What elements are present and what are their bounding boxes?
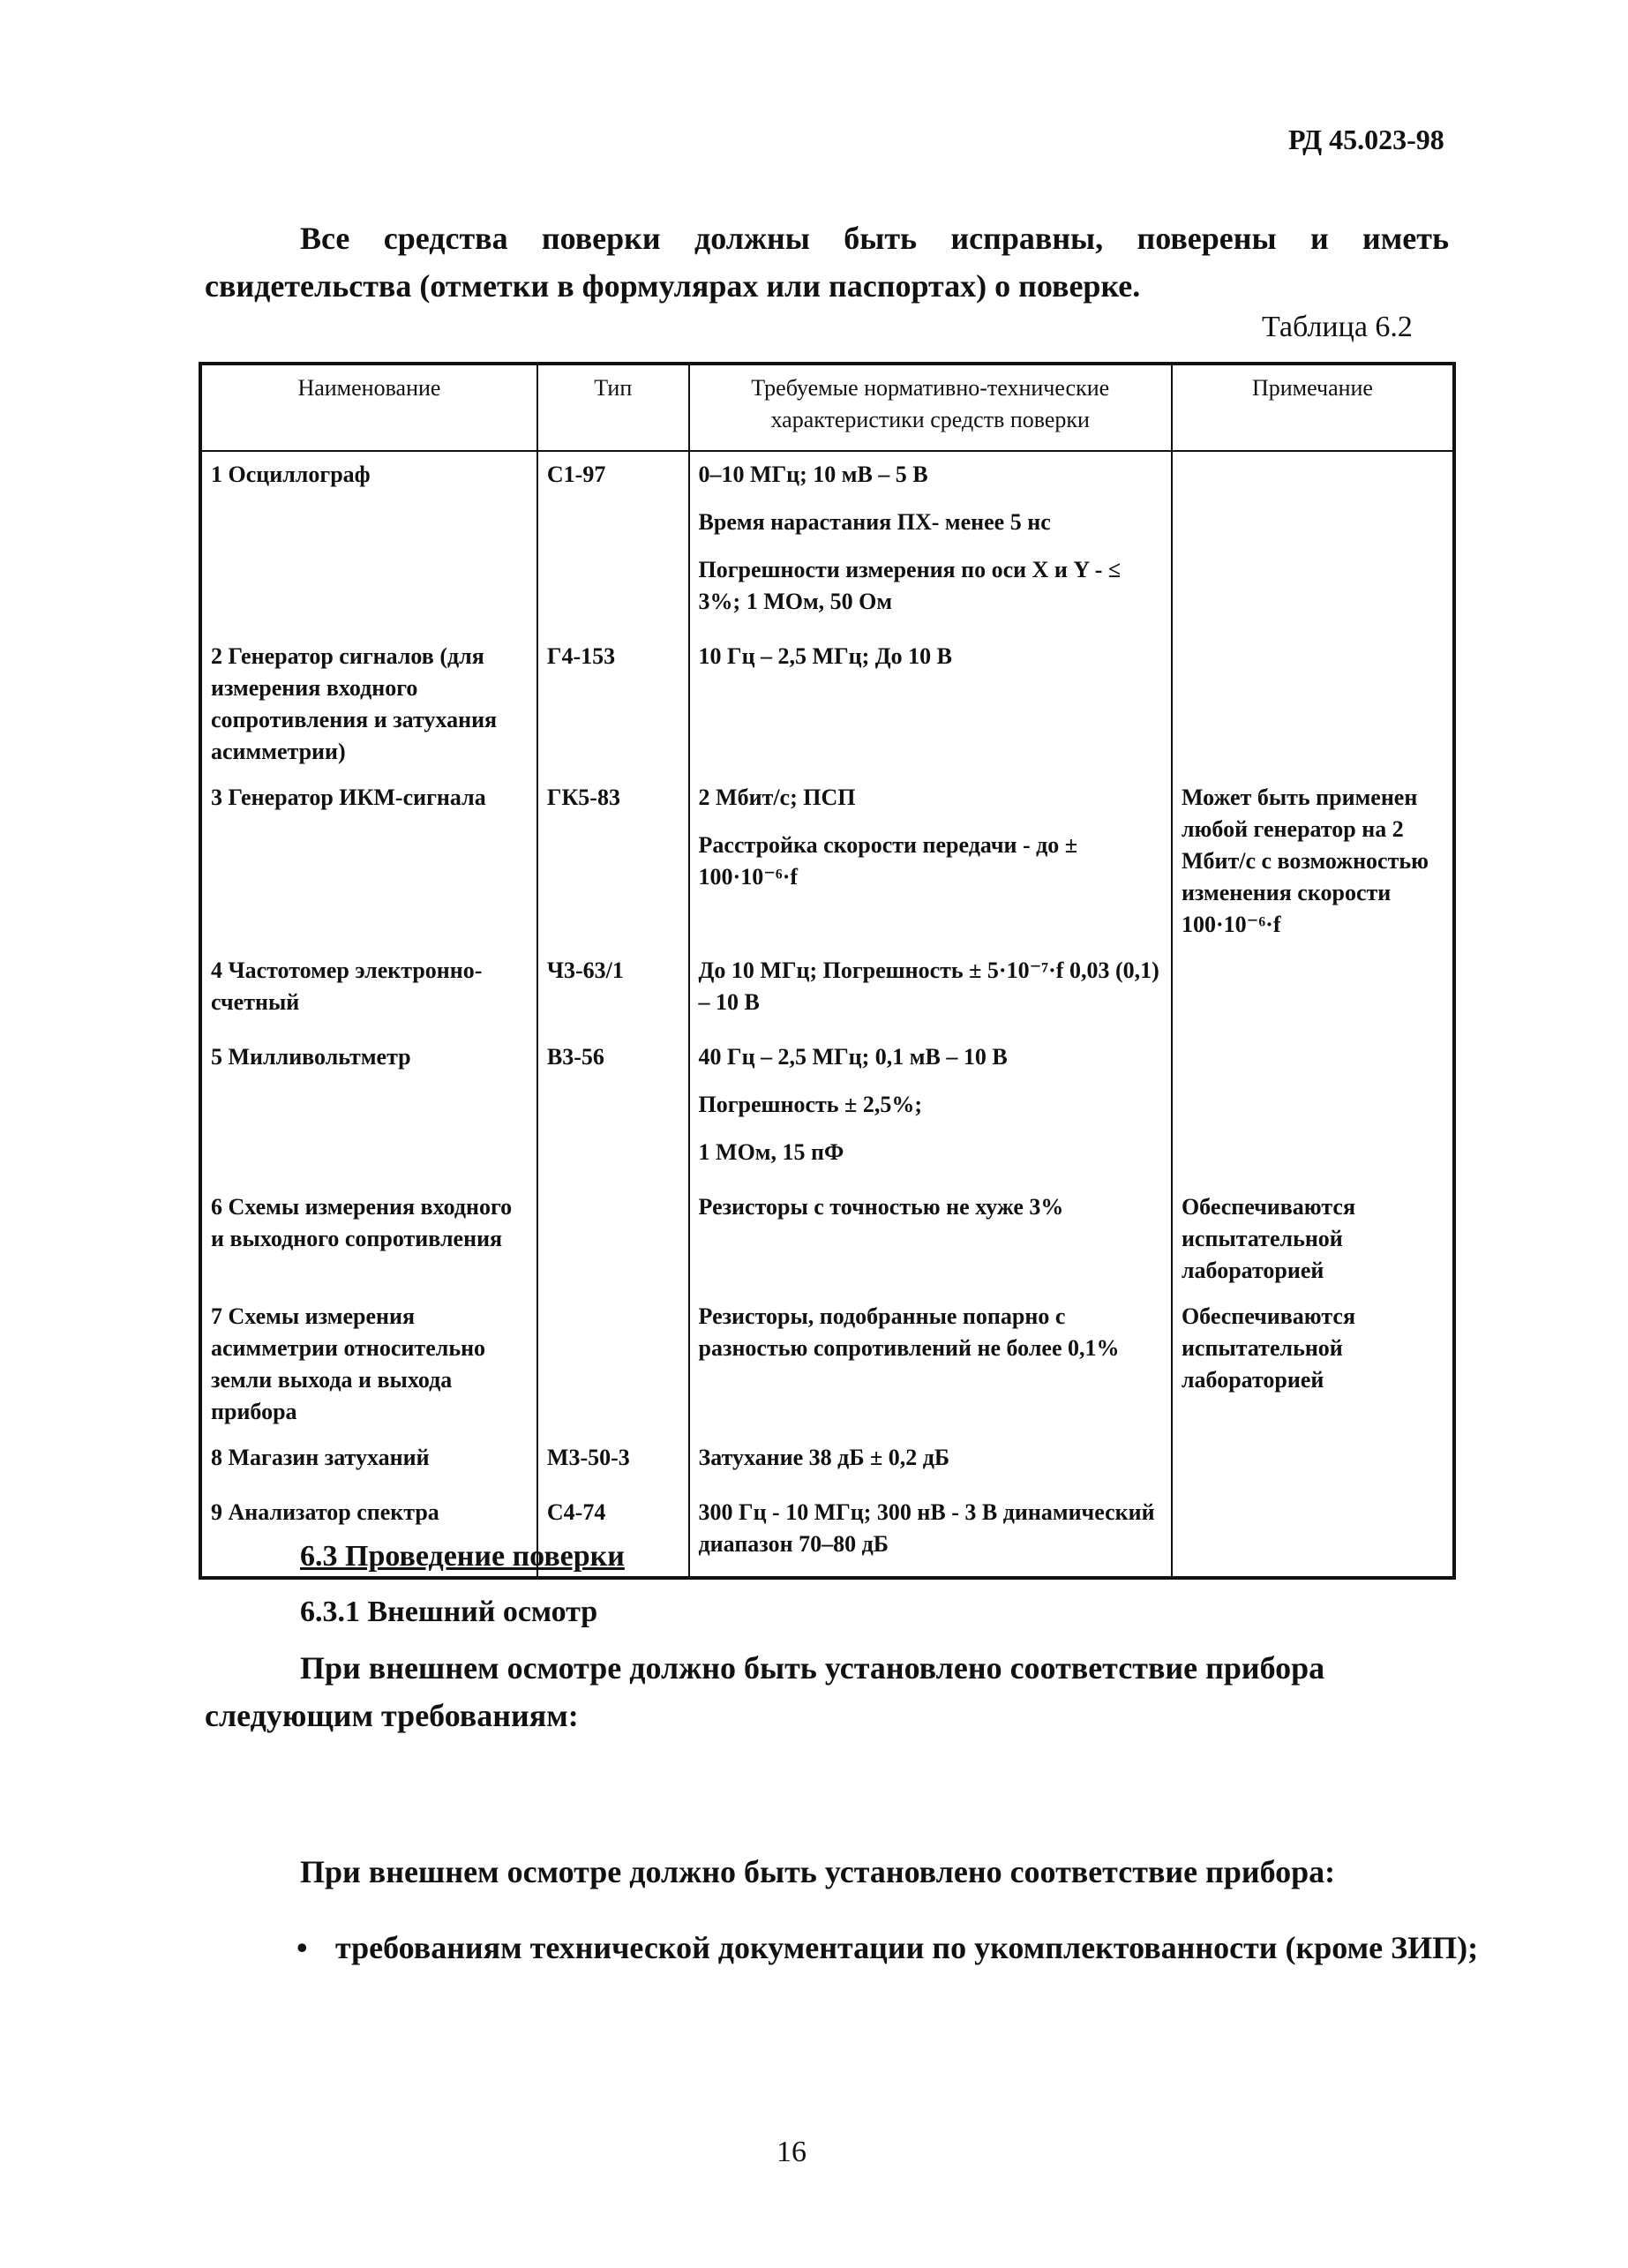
cell-name: 9 Анализатор спектра: [200, 1490, 537, 1578]
cell-type: С4-74: [537, 1490, 689, 1578]
header-note: Примечание: [1172, 364, 1454, 451]
requirement-line: 10 Гц – 2,5 МГц; До 10 В: [698, 643, 953, 669]
header-requirements: Требуемые нормативно-технические характеристики средств поверки: [689, 364, 1172, 451]
cell-type: С1-97: [537, 451, 689, 634]
table-row: [200, 634, 1454, 775]
verification-equipment-table: [199, 362, 1456, 1580]
bullet-icon: •: [296, 1930, 308, 1965]
cell-type: [537, 1294, 689, 1435]
cell-name: 5 Милливольтметр: [200, 1034, 537, 1184]
table-title: Таблица 6.2: [1262, 311, 1413, 343]
cell-requirements: [689, 1294, 1172, 1435]
table-row: [200, 1184, 1454, 1294]
bullet-list-item: [296, 1929, 1478, 1966]
requirement-line: 1 МОм, 15 пФ: [698, 1139, 844, 1165]
cell-type: Г4-153: [537, 634, 689, 775]
requirement-line: Затухание 38 дБ ± 0,2 дБ: [698, 1445, 950, 1470]
cell-requirements: [689, 1490, 1172, 1578]
paragraph-requirements: При внешнем осмотре должно быть установлено соответствие прибора следующим требованиям:: [205, 1650, 1325, 1733]
requirement-line: 40 Гц – 2,5 МГц; 0,1 мВ – 10 В: [698, 1044, 1008, 1070]
cell-note: [1172, 948, 1454, 1034]
cell-note: Обеспечиваются испытательной лабораторией: [1172, 1294, 1454, 1435]
cell-note: Может быть применен любой генератор на 2 Мбит/с с возможностью изменения скорости 100·10⁻⁶·f: [1172, 775, 1454, 948]
paragraph-compliance: При внешнем осмотре должно быть установлено соответствие прибора:: [300, 1854, 1336, 1889]
subsection-heading: 6.3.1 Внешний осмотр: [300, 1596, 598, 1628]
cell-name: 8 Магазин затуханий: [200, 1435, 537, 1490]
cell-type: М3-50-3: [537, 1435, 689, 1490]
requirement-line: 0–10 МГц; 10 мВ – 5 В: [698, 462, 928, 487]
cell-requirements: [689, 634, 1172, 775]
table-row: [200, 1034, 1454, 1184]
document-code: РД 45.023-98: [1288, 124, 1444, 155]
table-row: [200, 1435, 1454, 1490]
cell-name: 6 Схемы измерения входного и выходного сопротивления: [200, 1184, 537, 1294]
header-type: Тип: [537, 364, 689, 451]
requirement-line: Резисторы, подобранные попарно с разностью сопротивлений не более 0,1%: [698, 1303, 1120, 1361]
cell-requirements: [689, 775, 1172, 948]
cell-note: [1172, 451, 1454, 634]
cell-note: Обеспечиваются испытательной лабораторией: [1172, 1184, 1454, 1294]
cell-requirements: [689, 948, 1172, 1034]
cell-note: [1172, 1034, 1454, 1184]
cell-note: [1172, 1490, 1454, 1578]
page-number: 16: [776, 2136, 806, 2168]
requirement-line: 300 Гц - 10 МГц; 300 нВ - 3 В динамический диапазон 70–80 дБ: [698, 1499, 1155, 1557]
bullet-text: требованиям технической документации по укомплектованности (кроме ЗИП);: [335, 1930, 1479, 1965]
requirement-line: Время нарастания ПХ- менее 5 нс: [698, 509, 1051, 535]
cell-requirements: [689, 451, 1172, 634]
table-row: [200, 451, 1454, 634]
cell-type: [537, 1184, 689, 1294]
requirement-line: До 10 МГц; Погрешность ± 5·10⁻⁷·f 0,03 (0,1) – 10 В: [698, 958, 1159, 1015]
cell-type: ГК5-83: [537, 775, 689, 948]
requirement-line: Погрешности измерения по оси X и Y - ≤ 3%; 1 МОм, 50 Ом: [698, 557, 1122, 614]
requirement-line: Резисторы с точностью не хуже 3%: [698, 1194, 1064, 1220]
cell-requirements: [689, 1184, 1172, 1294]
table-row: [200, 775, 1454, 948]
cell-type: В3-56: [537, 1034, 689, 1184]
cell-type: Ч3-63/1: [537, 948, 689, 1034]
cell-name: 3 Генератор ИКМ-сигнала: [200, 775, 537, 948]
cell-requirements: [689, 1034, 1172, 1184]
intro-paragraph: Все средства поверки должны быть исправны, поверены и иметь свидетельства (отметки в формулярах или паспортах) о поверке.: [205, 221, 1449, 304]
cell-requirements: [689, 1435, 1172, 1490]
requirement-line: 2 Мбит/с; ПСП: [698, 785, 856, 810]
table-row: [200, 1294, 1454, 1435]
cell-name: 1 Осциллограф: [200, 451, 537, 634]
section-heading: 6.3 Проведение поверки: [300, 1540, 625, 1573]
requirement-line: Расстройка скорости передачи - до ± 100·10⁻⁶·f: [698, 832, 1078, 890]
table-header-row: [200, 364, 1454, 451]
table-row: [200, 948, 1454, 1034]
cell-name: 7 Схемы измерения асимметрии относительно земли выхода и выхода прибора: [200, 1294, 537, 1435]
header-name: Наименование: [200, 364, 537, 451]
cell-name: 2 Генератор сигналов (для измерения входного сопротивления и затухания асимметрии): [200, 634, 537, 775]
cell-note: [1172, 1435, 1454, 1490]
cell-note: [1172, 634, 1454, 775]
requirement-line: Погрешность ± 2,5%;: [698, 1092, 922, 1117]
cell-name: 4 Частотомер электронно-счетный: [200, 948, 537, 1034]
